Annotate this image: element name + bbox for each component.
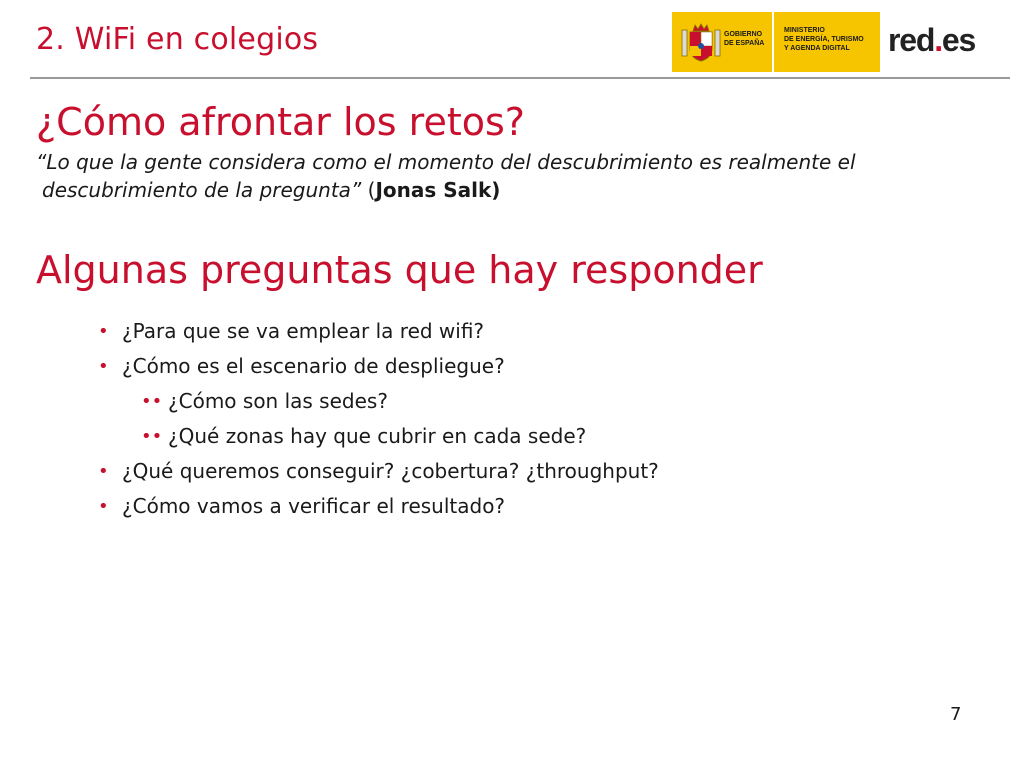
question-text: ¿Cómo es el escenario de despliegue?: [122, 354, 505, 378]
list-item: [0, 314, 1000, 349]
question-text: ¿Cómo vamos a verificar el resultado?: [122, 494, 506, 518]
question-text: ¿Qué zonas hay que cubrir en cada sede?: [168, 424, 587, 448]
question-list: [0, 314, 1000, 524]
sub-list-item: [0, 384, 1000, 419]
ministry-text: MINISTERIO DE ENERGÍA, TURISMO Y AGENDA DIGITAL: [784, 27, 864, 52]
list-item: [0, 349, 1000, 384]
gobierno-de-espana-text: GOBIERNO DE ESPAÑA: [724, 31, 765, 47]
quote-line-2: [36, 176, 996, 204]
author-paren: (: [361, 178, 376, 202]
reds-logo-main: red: [888, 22, 935, 58]
section-title: 2. WiFi en colegios: [36, 22, 319, 57]
spain-coat-of-arms-icon: [680, 22, 722, 64]
question-text: ¿Cómo son las sedes?: [168, 389, 388, 413]
bullet-icon: •: [98, 356, 109, 377]
page-number: 7: [950, 704, 962, 725]
list-item: [0, 489, 1000, 524]
quote-author: Jonas Salk): [375, 178, 501, 202]
quote: [36, 148, 996, 204]
bullet-icon: •: [98, 321, 109, 342]
quote-text: descubrimiento de la pregunta”: [42, 178, 362, 202]
sub-list-item: [0, 419, 1000, 454]
reds-logo-end: es: [941, 22, 976, 58]
sub-bullet-icon: ••: [141, 391, 163, 412]
question-text: ¿Para que se va emplear la red wifi?: [122, 319, 485, 343]
reds-logo-dot: .: [934, 22, 942, 58]
challenge-title: ¿Cómo afrontar los retos?: [36, 100, 525, 144]
red-es-logo: [888, 22, 975, 59]
logo-divider: [772, 12, 774, 72]
questions-title: Algunas preguntas que hay responder: [36, 248, 763, 292]
bullet-icon: •: [98, 496, 109, 517]
question-text: ¿Qué queremos conseguir? ¿cobertura? ¿throughput?: [122, 459, 659, 483]
quote-line-1: “Lo que la gente considera como el momento del descubrimiento es realmente el: [36, 150, 856, 174]
sub-bullet-icon: ••: [141, 426, 163, 447]
list-item: [0, 454, 1000, 489]
header-rule: [30, 77, 1010, 79]
bullet-icon: •: [98, 461, 109, 482]
